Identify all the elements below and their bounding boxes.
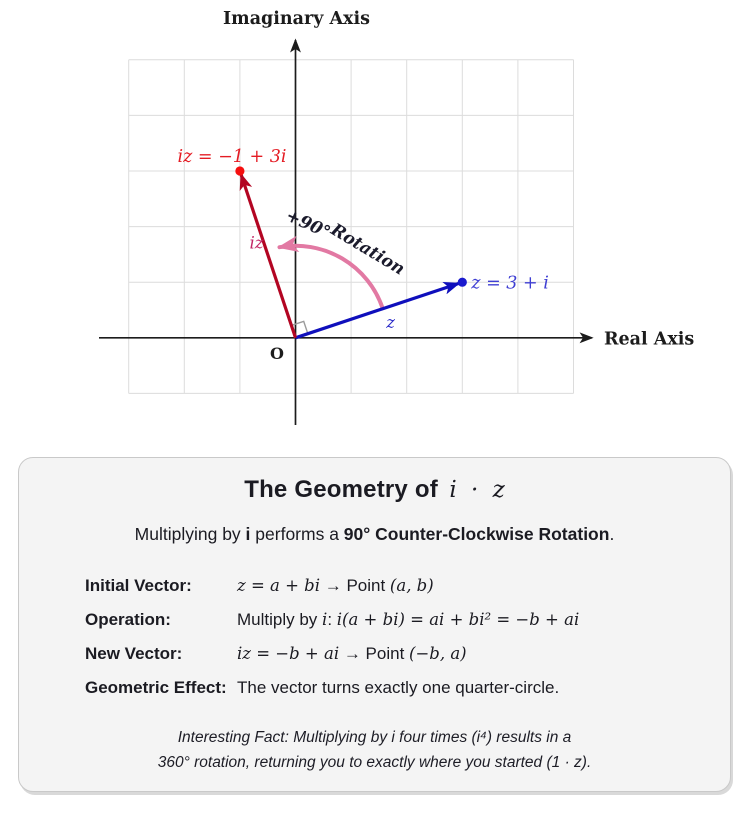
row-value-operation — [237, 610, 579, 630]
text-segment: i(a + bi) = ai + bi² = −b + ai — [336, 610, 580, 629]
row-label-initial-vector: Initial Vector: — [85, 576, 192, 595]
table-row — [85, 569, 730, 603]
title-text: The Geometry of — [244, 476, 438, 503]
iz-vector-label: iz — [249, 233, 264, 253]
iz-vector — [241, 175, 295, 338]
title-math-expression: i · z — [449, 477, 505, 503]
row-label-operation: Operation: — [85, 610, 171, 629]
row-value-initial-vector — [237, 576, 434, 596]
text-segment: : — [327, 610, 337, 629]
text-segment: z = a + bi — [237, 576, 320, 595]
z-vector-label: z — [386, 313, 395, 333]
text-segment: Multiplying by — [134, 524, 246, 544]
text-segment: (a, b) — [389, 576, 434, 595]
row-label-geometric-effect: Geometric Effect: — [85, 678, 227, 697]
iz-point-label: iz = −1 + 3i — [177, 147, 287, 167]
row-value-geometric-effect — [237, 678, 559, 698]
text-segment: (−b, a) — [409, 644, 467, 663]
text-segment: performs a — [250, 524, 344, 544]
row-label-new-vector: New Vector: — [85, 644, 183, 663]
table-row — [85, 603, 730, 637]
iz-point — [235, 166, 244, 175]
rotation-angle-label: +90° — [282, 205, 334, 244]
imaginary-axis-label: Imaginary Axis — [223, 9, 370, 29]
z-point-label: z = 3 + i — [471, 273, 549, 294]
text-segment: 90° Counter-Clockwise Rotation — [343, 524, 610, 544]
real-axis-label: Real Axis — [604, 329, 695, 350]
z-point — [458, 278, 467, 287]
origin-label: O — [270, 344, 284, 363]
note-line-2: 360° rotation, returning you to exactly where you started (1 · z). — [157, 754, 592, 771]
row-value-new-vector — [237, 644, 467, 664]
rotation-word-label: Rotation — [327, 219, 409, 280]
info-box-title — [19, 475, 730, 508]
note-line-1: Interesting Fact: Multiplying by i four times (i⁴) results in a — [177, 729, 572, 746]
text-segment: Multiply by — [237, 610, 323, 629]
text-segment: → Point — [320, 576, 390, 595]
text-segment: → Point — [339, 644, 410, 663]
fact-table — [19, 569, 730, 705]
text-segment: i — [322, 610, 328, 629]
interesting-fact-note — [19, 725, 730, 775]
info-box — [18, 457, 731, 792]
table-row — [85, 671, 730, 705]
text-segment: i — [245, 524, 251, 544]
text-segment: The vector turns exactly one quarter-circle. — [237, 678, 560, 697]
text-segment: iz = −b + ai — [237, 644, 340, 663]
grid — [129, 60, 574, 394]
text-segment: . — [609, 524, 615, 544]
info-box-subtitle — [19, 523, 730, 545]
table-row — [85, 637, 730, 671]
